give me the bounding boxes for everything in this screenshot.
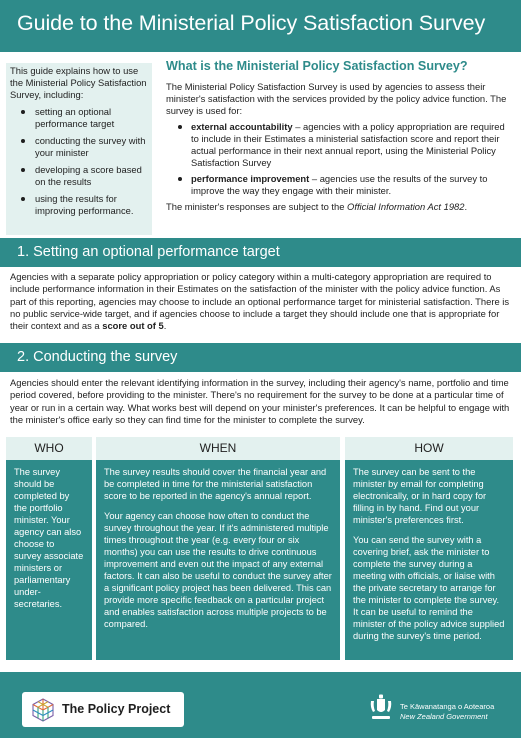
title-banner (0, 0, 521, 52)
intro-lead: This guide explains how to use the Ministerial Policy Satisfaction Survey, including: (10, 65, 147, 100)
intro-item: conducting the survey with your minister (10, 135, 148, 159)
intro-item: setting an optional performance target (10, 106, 148, 130)
score-out-of-5: score out of 5 (102, 320, 164, 332)
bullet-text: – agencies with a policy appropriation are required to include in their Estimates a ministerial satisfaction score and report their actual performance in their next annual report, using the Ministerial Policy Satisfaction Survey (191, 121, 505, 168)
when-body (96, 460, 340, 660)
section1-heading: 1. Setting an optional performance target (17, 244, 280, 260)
who-body (6, 460, 92, 660)
when-text: Your agency can choose how often to conduct the survey throughout the year. If it's administered multiple times throughout the year (e.g. every four or six months) you can use the results to drive continuous improvement and even out the impact of any external factors. It can also be useful to conduct the survey after a significant policy project has been delivered. This can provide more specific feedback on a particular project and enables satisfaction across multiple projects to be compared. (104, 511, 332, 629)
intro-list (10, 106, 148, 217)
section1-body (10, 271, 515, 332)
closing-prefix: The minister's responses are subject to the (166, 201, 348, 212)
section1-banner (0, 238, 521, 267)
what-heading: What is the Ministerial Policy Satisfaction Survey? (166, 59, 468, 73)
closing-suffix: . (464, 201, 468, 212)
what-bullets (160, 121, 515, 197)
what-bullet (160, 121, 515, 169)
page-title: Guide to the Ministerial Policy Satisfaction Survey (17, 11, 486, 35)
section2-heading: 2. Conducting the survey (17, 349, 178, 365)
what-closing (160, 201, 515, 213)
intro-item: using the results for improving performance. (10, 193, 148, 217)
gov-maori-name: Te Kāwanatanga o Aotearoa (400, 702, 495, 711)
section2-banner (0, 343, 521, 372)
intro-item: developing a score based on the results (10, 164, 148, 188)
section1-end: . (163, 320, 167, 332)
who-text: The survey should be completed by the portfolio minister. Your agency can also choose to survey associate ministers or parliamentary under-secretaries. (14, 467, 84, 609)
when-text: The survey results should cover the financial year and be completed in time for the ministerial satisfaction score to be reported in the agency's annual report. (104, 467, 327, 501)
how-heading: HOW (345, 437, 513, 460)
section1-text: Agencies with a separate policy appropriation or policy category within a multi-category appropriation are required to include performance information in their Estimates on the satisfaction of the minister with the policy advice function. As part of this reporting, agencies may choose to include an optional performance target for ministerial satisfaction. There is no public service-wide target, and if agencies choose to include a target they should include one that is appropriate for their context and as a (10, 271, 510, 332)
when-heading: WHEN (96, 437, 340, 460)
section2-body: Agencies should enter the relevant identifying information in the survey, including their agency's name, portfolio and time period covered, before providing to the minister. There's no requirement for the survey to be done at a particular time of year or run in a certain way. What works best will depend on your minister's preferences. It can be helpful to engage with the minister's office early so they can find time for the minister to complete the survey. (10, 377, 510, 425)
policy-project-name: The Policy Project (62, 702, 171, 716)
what-is-section (160, 60, 515, 217)
what-bullet (160, 173, 515, 197)
bullet-text: – agencies use the results of the survey to improve the way they engage with their minister. (191, 173, 488, 196)
how-text: The survey can be sent to the minister by email for completing electronically, or in hard copy for filling in by hand. Find out your minister's preferences first. (353, 467, 487, 525)
how-text: You can send the survey with a covering brief, ask the minister to complete the survey during a meeting with officials, or liaise with the private secretary to arrange for the minister to complete the survey. It can be useful to remind the minister of the policy advice supplied during the survey's time period. (353, 535, 505, 641)
who-heading: WHO (6, 437, 92, 460)
bullet-term: external accountability (191, 121, 293, 132)
gov-english-name: New Zealand Government (400, 712, 488, 721)
coat-of-arms-icon (368, 693, 394, 725)
policy-project-logo (22, 692, 184, 727)
intro-box (6, 63, 152, 235)
how-body (345, 460, 513, 660)
cube-lattice-icon (30, 697, 56, 723)
bullet-term: performance improvement (191, 173, 310, 184)
what-paragraph: The Ministerial Policy Satisfaction Survey is used by agencies to assess their minister's satisfaction with the services provided by the policy advice function. The survey is used for: (166, 81, 507, 116)
nz-government-logo (368, 693, 508, 727)
act-name: Official Information Act 1982 (347, 201, 465, 212)
